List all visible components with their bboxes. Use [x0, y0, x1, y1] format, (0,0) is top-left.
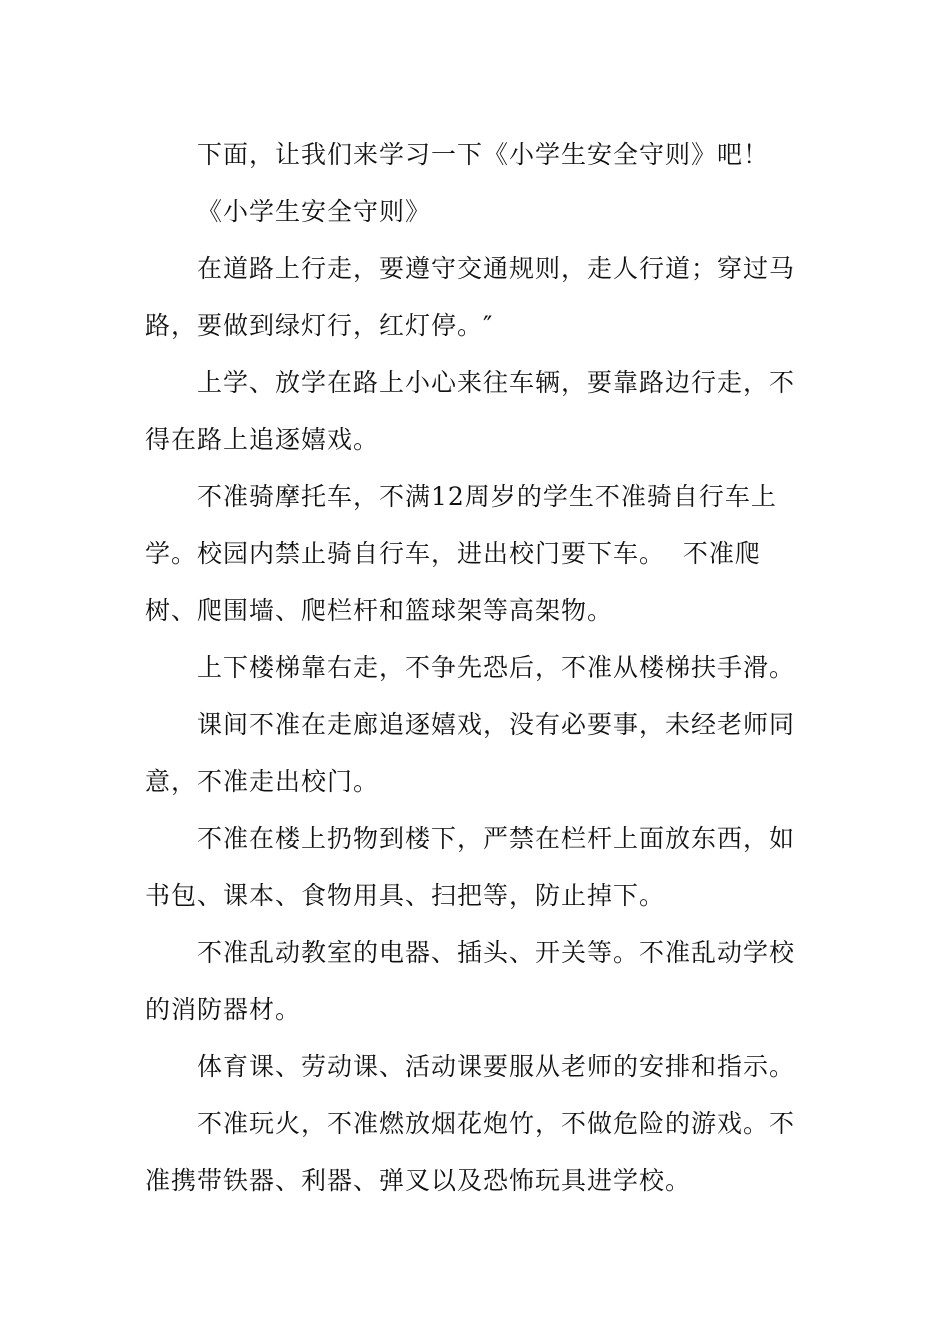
rule-paragraph-commute: 上学、放学在路上小心来往车辆，要靠路边行走，不得在路上追逐嬉戏。 — [145, 368, 796, 454]
rule-paragraph-road: 在道路上行走，要遵守交通规则，走人行道；穿过马路，要做到绿灯行，红灯停。″ — [145, 254, 796, 340]
rule-paragraph-corridor: 课间不准在走廊追逐嬉戏，没有必要事，未经老师同意，不准走出校门。 — [145, 710, 796, 796]
document-page — [145, 126, 810, 1209]
rule-paragraph-fire: 不准玩火，不准燃放烟花炮竹，不做危险的游戏。不准携带铁器、利器、弹叉以及恐怖玩具进学校。 — [145, 1109, 796, 1195]
intro-paragraph: 下面，让我们来学习一下《小学生安全守则》吧！ — [197, 140, 770, 169]
rule-paragraph-throwing: 不准在楼上扔物到楼下，严禁在栏杆上面放东西，如书包、课本、食物用具、扫把等，防止掉下。 — [145, 824, 796, 910]
rule-paragraph-electrical: 不准乱动教室的电器、插头、开关等。不准乱动学校的消防器材。 — [145, 938, 796, 1024]
rule-paragraph-pe-class: 体育课、劳动课、活动课要服从老师的安排和指示。 — [197, 1052, 796, 1081]
rules-title: 《小学生安全守则》 — [197, 197, 432, 226]
rule-paragraph-bicycle: 不准骑摩托车，不满12周岁的学生不准骑自行车上学。校园内禁止骑自行车，进出校门要下车。 不准爬树、爬围墙、爬栏杆和篮球架等高架物。 — [145, 482, 777, 625]
rule-paragraph-stairs: 上下楼梯靠右走，不争先恐后，不准从楼梯扶手滑。 — [197, 653, 796, 682]
